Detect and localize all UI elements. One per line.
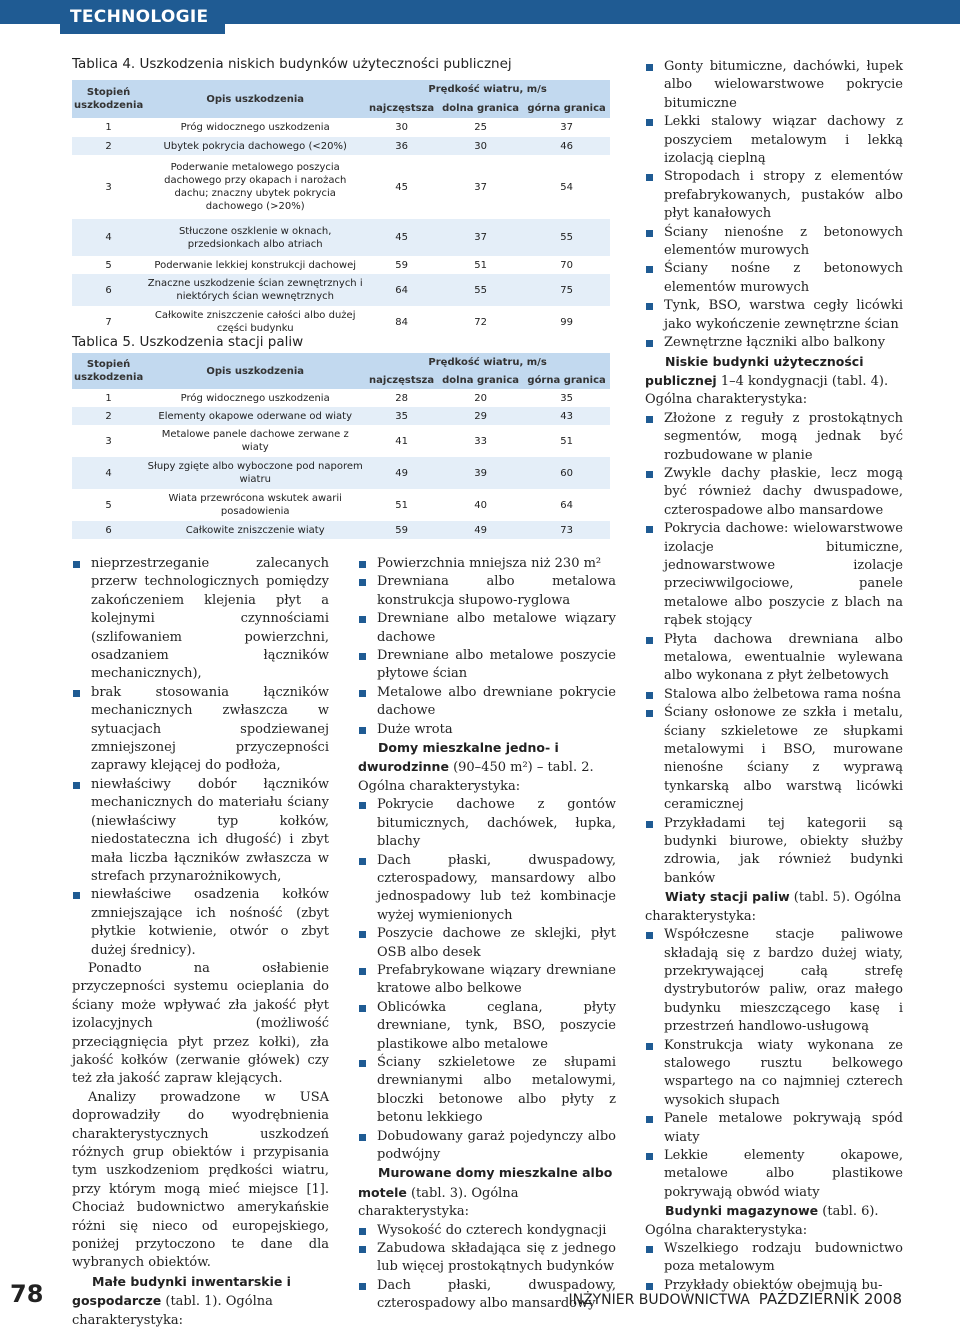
magazine-name: INŻYNIER BUDOWNICTWA <box>568 1292 750 1308</box>
list-item: Ściany nośne z betonowych elementów murowych <box>645 260 903 297</box>
stage-cell: 1 <box>72 118 145 137</box>
list-item: Drewniane albo metalowe poszycie płytowe ścian <box>358 647 616 684</box>
footer <box>568 1290 902 1308</box>
table4 <box>72 80 610 338</box>
subheading <box>645 353 903 410</box>
value-cell: 20 <box>438 389 523 407</box>
table4-header-col: górna granica <box>523 99 610 118</box>
value-cell: 59 <box>365 256 438 274</box>
list-item: Wszelkiego rodzaju budownictwo poza metalowym <box>645 1240 903 1277</box>
table-row <box>72 219 610 256</box>
stage-cell: 2 <box>72 137 145 155</box>
table-row <box>72 407 610 425</box>
stage-cell: 2 <box>72 407 145 425</box>
page-number: 78 <box>10 1280 44 1308</box>
table-row <box>72 425 610 457</box>
bullet-list <box>72 555 329 960</box>
stage-cell: 6 <box>72 521 145 539</box>
list-item: nieprzestrzeganie zalecanych przerw technologicznych pomiędzy zakończeniem klejenia płyt a kolejnymi czynnościami (szlifowaniem powierzchni, osadzaniem łączników mechanicznych), <box>72 555 329 684</box>
desc-cell: Wiata przewrócona wskutek awarii posadowienia <box>145 489 365 521</box>
value-cell: 30 <box>365 118 438 137</box>
value-cell: 33 <box>438 425 523 457</box>
list-item: Płyta dachowa drewniana albo metalowa, ewentualnie wylewana albo wykonana z płyt żelbetowych <box>645 631 903 686</box>
desc-cell: Poderwanie lekkiej konstrukcji dachowej <box>145 256 365 274</box>
desc-cell: Całkowite zniszczenie całości albo dużej części budynku <box>145 306 365 338</box>
list-item: Drewniane albo metalowe wiązary dachowe <box>358 610 616 647</box>
stage-cell: 5 <box>72 489 145 521</box>
top-banner <box>0 0 960 36</box>
list-item: Drewniana albo metalowa konstrukcja słupowo-ryglowa <box>358 573 616 610</box>
list-item: Tynk, BSO, warstwa cegły licówki jako wykończenie zewnętrzne ścian <box>645 297 903 334</box>
list-item: Duże wrota <box>358 721 616 739</box>
list-item: Zabudowa składająca się z jednego lub więcej prostokątnych budynków <box>358 1240 616 1277</box>
value-cell: 55 <box>523 219 610 256</box>
subheading-rest: (tabl. 6). Ogólna charakterystyka: <box>645 1204 879 1238</box>
list-item: Dobudowany garaż pojedynczy albo podwójny <box>358 1128 616 1165</box>
value-cell: 75 <box>523 274 610 306</box>
value-cell: 59 <box>365 521 438 539</box>
table-row <box>72 274 610 306</box>
table5-header-speed: Prędkość wiatru, m/s <box>365 353 610 371</box>
value-cell: 41 <box>365 425 438 457</box>
bullet-list <box>358 555 616 739</box>
value-cell: 99 <box>523 306 610 338</box>
value-cell: 54 <box>523 155 610 219</box>
list-item: Stropodach i stropy z elementów prefabrykowanych, pustaków albo płyt kanałowych <box>645 168 903 223</box>
table-row <box>72 489 610 521</box>
value-cell: 43 <box>523 407 610 425</box>
section-label: TECHNOLOGIE <box>60 0 225 34</box>
stage-cell: 3 <box>72 155 145 219</box>
list-item: Pokrycia dachowe: wielowarstwowe izolacje bitumiczne, jednowarstwowe izolacje przeciwwilgociowe, panele metalowe albo poszycie z blach na rąbek stojący <box>645 520 903 630</box>
subheading-rest: (90–450 m²) – tabl. 2. Ogólna charakterystyka: <box>358 760 594 794</box>
table4-caption: Tablica 4. Uszkodzenia niskich budynków użyteczności publicznej <box>72 56 512 72</box>
table4-header-col: dolna granica <box>438 99 523 118</box>
desc-cell: Metalowe panele dachowe zerwane z wiaty <box>145 425 365 457</box>
subheading <box>358 739 616 796</box>
subheading-bold: Niskie budynki użyteczności publicznej <box>645 353 864 388</box>
list-item: Wysokość do czterech kondygnacji <box>358 1222 616 1240</box>
stage-cell: 5 <box>72 256 145 274</box>
table-row <box>72 521 610 539</box>
desc-cell: Całkowite zniszczenie wiaty <box>145 521 365 539</box>
value-cell: 60 <box>523 457 610 489</box>
table-row <box>72 389 610 407</box>
subheading <box>72 1273 329 1330</box>
stage-cell: 1 <box>72 389 145 407</box>
table4-header-col: najczęstsza <box>365 99 438 118</box>
list-item: Ściany osłonowe ze szkła i metalu, ściany szkieletowe ze słupkami metalowymi i BSO, murowane nienośne ściany z wyprawą tynkarską albo warstwą licówki ceramicznej <box>645 704 903 814</box>
list-item: Dach płaski, dwuspadowy, czterospadowy, mansardowy albo jednospadowy lub też kombinacje wyżej wymienionych <box>358 852 616 926</box>
desc-cell: Stłuczone oszklenie w oknach, przedsionkach albo atriach <box>145 219 365 256</box>
value-cell: 64 <box>365 274 438 306</box>
list-item: Lekki stalowy wiązar dachowy z poszyciem metalowym i lekką izolacją cieplną <box>645 113 903 168</box>
list-item: Zewnętrzne łączniki albo balkony <box>645 334 903 352</box>
table5-header-desc: Opis uszkodzenia <box>145 353 365 389</box>
value-cell: 45 <box>365 155 438 219</box>
subheading-bold: Wiaty stacji paliw <box>665 889 790 905</box>
subheading-rest: (tabl. 1). Ogólna charakterystyka: <box>72 1294 273 1328</box>
value-cell: 46 <box>523 137 610 155</box>
list-item: niewłaściwe osadzenia kołków zmniejszające ich nośność (zbyt płytkie kotwienie, otwór o zbyt dużej średnicy). <box>72 886 329 960</box>
list-item: Przykłady obiektów obejmują bu- <box>645 1277 903 1295</box>
table4-header-speed: Prędkość wiatru, m/s <box>365 80 610 99</box>
list-item: Pokrycie dachowe z gontów bitumicznych, dachówek, łupka, blachy <box>358 796 616 851</box>
issue-date: PAŹDZIERNIK 2008 <box>758 1290 902 1308</box>
value-cell: 36 <box>365 137 438 155</box>
value-cell: 39 <box>438 457 523 489</box>
value-cell: 64 <box>523 489 610 521</box>
subheading <box>645 1202 903 1240</box>
list-item: Współczesne stacje paliwowe składają się z bardzo dużej wiaty, przekrywającej całą strefę dystrybutorów paliw, oraz małego budynku mieszczącego kasę i przestrzeń handlowo-usługową <box>645 926 903 1036</box>
list-item: Powierzchnia mniejsza niż 230 m² <box>358 555 616 573</box>
list-item: Gonty bitumiczne, dachówki, łupek albo wielowarstwowe pokrycie bitumiczne <box>645 58 903 113</box>
desc-cell: Próg widocznego uszkodzenia <box>145 389 365 407</box>
value-cell: 73 <box>523 521 610 539</box>
list-item: Panele metalowe pokrywają spód wiaty <box>645 1110 903 1147</box>
value-cell: 51 <box>523 425 610 457</box>
value-cell: 35 <box>523 389 610 407</box>
value-cell: 30 <box>438 137 523 155</box>
list-item: Zwykle dachy płaskie, lecz mogą być również dachy dwuspadowe, czterospadowe albo mansardowe <box>645 465 903 520</box>
value-cell: 29 <box>438 407 523 425</box>
table-row <box>72 118 610 137</box>
stage-cell: 6 <box>72 274 145 306</box>
subheading <box>645 888 903 926</box>
desc-cell: Ubytek pokrycia dachowego (<20%) <box>145 137 365 155</box>
value-cell: 28 <box>365 389 438 407</box>
value-cell: 37 <box>523 118 610 137</box>
value-cell: 51 <box>365 489 438 521</box>
desc-cell: Znaczne uszkodzenie ścian zewnętrznych i niektórych ścian wewnętrznych <box>145 274 365 306</box>
table5 <box>72 353 610 539</box>
list-item: Metalowe albo drewniane pokrycie dachowe <box>358 684 616 721</box>
table-row <box>72 137 610 155</box>
subheading-rest: (tabl. 3). Ogólna charakterystyka: <box>358 1185 519 1220</box>
bullet-list <box>645 1240 903 1295</box>
value-cell: 37 <box>438 155 523 219</box>
value-cell: 37 <box>438 219 523 256</box>
table5-header-col: najczęstsza <box>365 371 438 389</box>
subheading-rest: (tabl. 5). Ogólna charakterystyka: <box>645 890 902 924</box>
desc-cell: Poderwanie metalowego poszycia dachowego przy okapach i narożach dachu; znaczny ubytek pokrycia dachowego (>20%) <box>145 155 365 219</box>
list-item: Dach płaski, dwuspadowy, czterospadowy albo mansardowy <box>358 1277 616 1314</box>
list-item: niewłaściwy dobór łączników mechanicznych do materiału ściany (niewłaściwy typ kołków, niedostateczna ich długość) i zbyt mała liczba łączników zwłaszcza w strefach przynarożnikowych, <box>72 776 329 886</box>
table4-header-desc: Opis uszkodzenia <box>145 80 365 118</box>
table5-caption: Tablica 5. Uszkodzenia stacji paliw <box>72 334 304 350</box>
value-cell: 72 <box>438 306 523 338</box>
table4-header-stage: Stopień uszkodzenia <box>72 80 145 118</box>
value-cell: 49 <box>438 521 523 539</box>
column-1 <box>72 555 329 1330</box>
list-item: Ściany nienośne z betonowych elementów murowych <box>645 224 903 261</box>
table5-header-col: górna granica <box>523 371 610 389</box>
table5-header-col: dolna granica <box>438 371 523 389</box>
value-cell: 51 <box>438 256 523 274</box>
list-item: Oblicówka ceglana, płyty drewnianе, tynk, BSO, poszycie plastikowe albo metalowe <box>358 999 616 1054</box>
value-cell: 45 <box>365 219 438 256</box>
stage-cell: 4 <box>72 457 145 489</box>
table-row <box>72 457 610 489</box>
desc-cell: Próg widocznego uszkodzenia <box>145 118 365 137</box>
value-cell: 40 <box>438 489 523 521</box>
bullet-list <box>358 796 616 1164</box>
list-item: Ściany szkieletowe ze słupami drewnianymi albo metalowymi, bloczki betonowe albo płyty z betonu lekkiego <box>358 1054 616 1128</box>
value-cell: 25 <box>438 118 523 137</box>
stage-cell: 4 <box>72 219 145 256</box>
list-item: Konstrukcja wiaty wykonana ze stalowego rusztu belkowego wspartego na co najmniej czterech wysokich słupach <box>645 1037 903 1111</box>
subheading <box>358 1164 616 1221</box>
bullet-list <box>645 926 903 1202</box>
stage-cell: 7 <box>72 306 145 338</box>
subheading-bold: Murowane domy mieszkalne albo motele <box>358 1165 613 1200</box>
subheading-bold: Domy mieszkalne jedno- i dwurodzinne <box>358 740 559 775</box>
value-cell: 35 <box>365 407 438 425</box>
value-cell: 49 <box>365 457 438 489</box>
desc-cell: Elementy okapowe oderwane od wiaty <box>145 407 365 425</box>
list-item: brak stosowania łączników mechanicznych zwłaszcza w sytuacjach spodziewanej zmniejszonej przyczepności zaprawy klejącej do podłoża, <box>72 684 329 776</box>
value-cell: 70 <box>523 256 610 274</box>
subheading-rest: 1–4 kondygnacji (tabl. 4). Ogólna charakterystyka: <box>645 373 889 408</box>
list-item: Lekkie elementy okapowe, metalowe albo plastikowe pokrywają obwód wiaty <box>645 1147 903 1202</box>
paragraph: Analizy prowadzone w USA doprowadziły do wyodrębnienia charakterystycznych uszkodzeń różnych grup obiektów i przypisania tym uszkodzeniom prędkości wiatru, przy którym mogą mieć miejsce [1]. Chociaż budownictwo amerykańskie różni się nieco od europejskiego, poniżej przytoczono te dane dla wybranych obiektów. <box>72 1089 329 1271</box>
column-3 <box>645 58 903 1295</box>
paragraph: Ponadto na osłabienie przyczepności systemu ocieplania do ściany może wpływać zła jakość płyt izolacyjnych (możliwość przeciągnięcia płyt przez kołki), zła jakość kołków (zerwanie główek) czy też zła jakość zapraw klejących. <box>72 960 329 1087</box>
list-item: Poszycie dachowe ze sklejki, płyt OSB albo desek <box>358 925 616 962</box>
stage-cell: 3 <box>72 425 145 457</box>
list-item: Stalowa albo żelbetowa rama nośna <box>645 686 903 704</box>
desc-cell: Słupy zgięte albo wyboczone pod naporem wiatru <box>145 457 365 489</box>
table5-header-stage: Stopień uszkodzenia <box>72 353 145 389</box>
bullet-list <box>645 410 903 889</box>
subheading-bold: Małe budynki inwentarskie i gospodarcze <box>72 1273 291 1309</box>
bullet-list <box>645 58 903 353</box>
list-item: Przykładami tej kategorii są budynki biurowe, obiekty służby zdrowia, jak również budynki banków <box>645 815 903 889</box>
value-cell: 84 <box>365 306 438 338</box>
subheading-bold: Budynki magazynowe <box>665 1203 819 1219</box>
table-row <box>72 256 610 274</box>
column-2 <box>358 555 616 1314</box>
list-item: Złożone z reguły z prostokątnych segmentów, mogą jednak być rozbudowane w planie <box>645 410 903 465</box>
list-item: Prefabrykowane wiązary drewniane kratowe albo belkowe <box>358 962 616 999</box>
value-cell: 55 <box>438 274 523 306</box>
table-row <box>72 155 610 219</box>
